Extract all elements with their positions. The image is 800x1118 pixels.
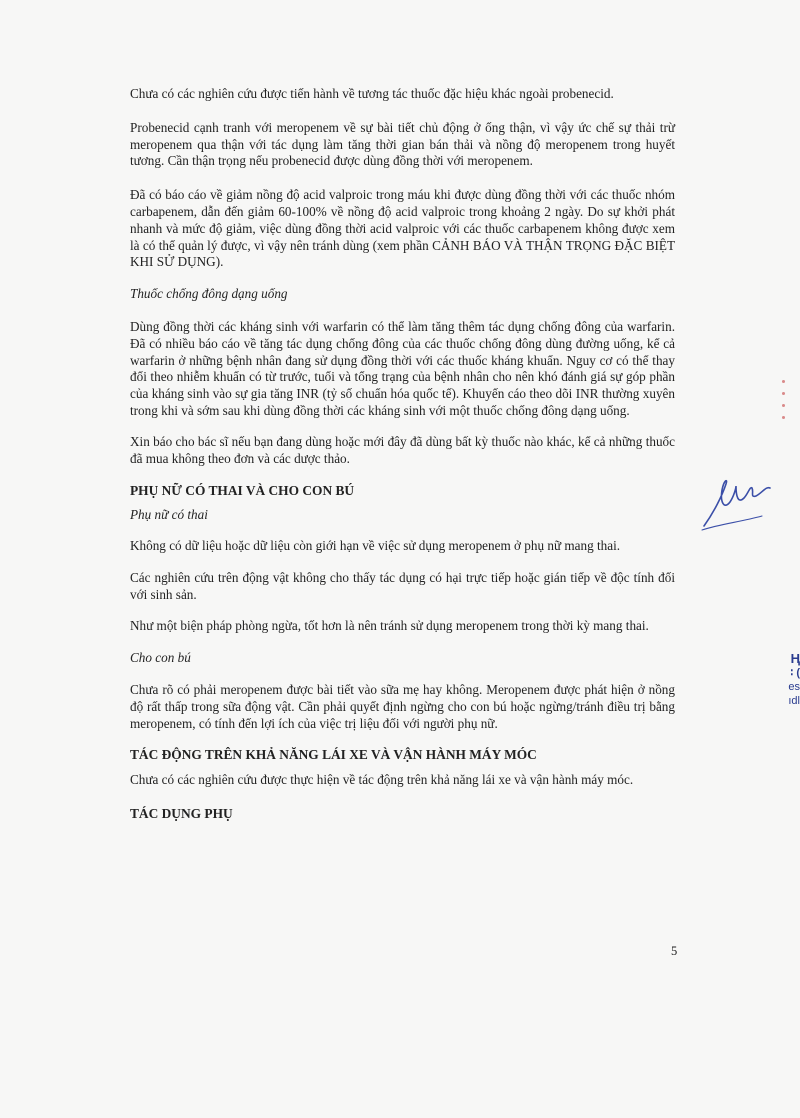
paragraph: Chưa rõ có phải meropenem được bài tiết vào sữa mẹ hay không. Meropenem được phát hiện ở nồng độ rất thấp trong sữa động vật. Cần phải quyết định ngừng cho con bú hoặc ngừng/tránh điều trị bằng meropenem, có tính đến lợi ích của việc trị liệu đối với người phụ nữ. — [130, 681, 675, 731]
page-number: 5 — [671, 944, 678, 958]
document-body — [130, 86, 675, 823]
edge-line: ∶ ( — [790, 667, 800, 679]
section-heading: TÁC DỤNG PHỤ — [130, 805, 233, 821]
paragraph: Đã có báo cáo về giảm nồng độ acid valproic trong máu khi được dùng đồng thời với các thuốc nhóm carbapenem, dẫn đến giảm 60-100% về nồng độ acid valproic trong khoảng 2 ngày. Do sự khởi phát nhanh và mức độ giảm, việc dùng đồng thời acid valproic với các thuốc carbapenem không được xem là có thể quản lý được, vì vậy nên tránh dùng (xem phần CẢNH BÁO VÀ THẬN TRỌNG ĐẶC BIỆT KHI SỬ DỤNG). — [130, 187, 675, 270]
section-heading: PHỤ NỮ CÓ THAI VÀ CHO CON BÚ — [130, 483, 355, 499]
paragraph: Dùng đồng thời các kháng sinh với warfarin có thể làm tăng thêm tác dụng chống đông của warfarin. Đã có nhiều báo cáo về tăng tác dụng chống đông của các thuốc chống đông dùng đường uống, kể cả warfarin ở những bệnh nhân đang sử dụng đồng thời với các thuốc kháng khuẩn. Nguy cơ có thể thay đổi theo nhiễm khuẩn có từ trước, tuổi và tổng trạng của bệnh nhân cho nên khó đánh giá sự góp phần của kháng sinh vào sự gia tăng INR (tỷ số chuẩn hóa quốc tế). Khuyến cáo theo dõi INR thường xuyên trong khi và sớm sau khi dùng đồng thời các kháng sinh với một thuốc chống đông dạng uống. — [130, 318, 675, 418]
subheading-pregnancy: Phụ nữ có thai — [130, 507, 208, 523]
section-heading: TÁC ĐỘNG TRÊN KHẢ NĂNG LÁI XE VÀ VẬN HÀNH MÁY MÓC — [130, 747, 537, 763]
edge-line: ıdl — [788, 695, 800, 707]
dot — [782, 404, 785, 407]
edge-line: es — [788, 681, 800, 693]
subheading-breastfeeding: Cho con bú — [130, 650, 191, 666]
margin-stamp-dots — [782, 380, 788, 428]
dot — [782, 380, 785, 383]
paragraph: Probenecid cạnh tranh với meropenem về sự bài tiết chủ động ở ống thận, vì vậy ức chế sự thải trừ meropenem qua thận với tác dụng làm tăng thời gian bán thải và nồng độ meropenem trong huyết tương. Cần thận trọng nếu probenecid được dùng đồng thời với meropenem. — [130, 119, 675, 169]
paragraph: Không có dữ liệu hoặc dữ liệu còn giới hạn về việc sử dụng meropenem ở phụ nữ mang thai. — [130, 537, 621, 553]
paragraph: Xin báo cho bác sĩ nếu bạn đang dùng hoặc mới đây đã dùng bất kỳ thuốc nào khác, kể cả những thuốc đã mua không theo đơn và các dược thảo. — [130, 433, 675, 466]
paragraph: Như một biện pháp phòng ngừa, tốt hơn là nên tránh sử dụng meropenem trong thời kỳ mang thai. — [130, 618, 649, 634]
cut-off-stamp-text — [770, 652, 800, 708]
subheading-oral-anticoagulants: Thuốc chống đông dạng uống — [130, 286, 288, 302]
dot — [782, 416, 785, 419]
handwritten-signature — [700, 466, 780, 536]
paragraph: Chưa có các nghiên cứu được thực hiện về tác động trên khả năng lái xe và vận hành máy móc. — [130, 772, 634, 788]
edge-line: Ң — [790, 651, 800, 666]
paragraph: Chưa có các nghiên cứu được tiến hành về tương tác thuốc đặc hiệu khác ngoài probenecid. — [130, 86, 614, 101]
dot — [782, 392, 785, 395]
paragraph: Các nghiên cứu trên động vật không cho thấy tác dụng có hại trực tiếp hoặc gián tiếp về độc tính đối với sinh sản. — [130, 569, 675, 602]
